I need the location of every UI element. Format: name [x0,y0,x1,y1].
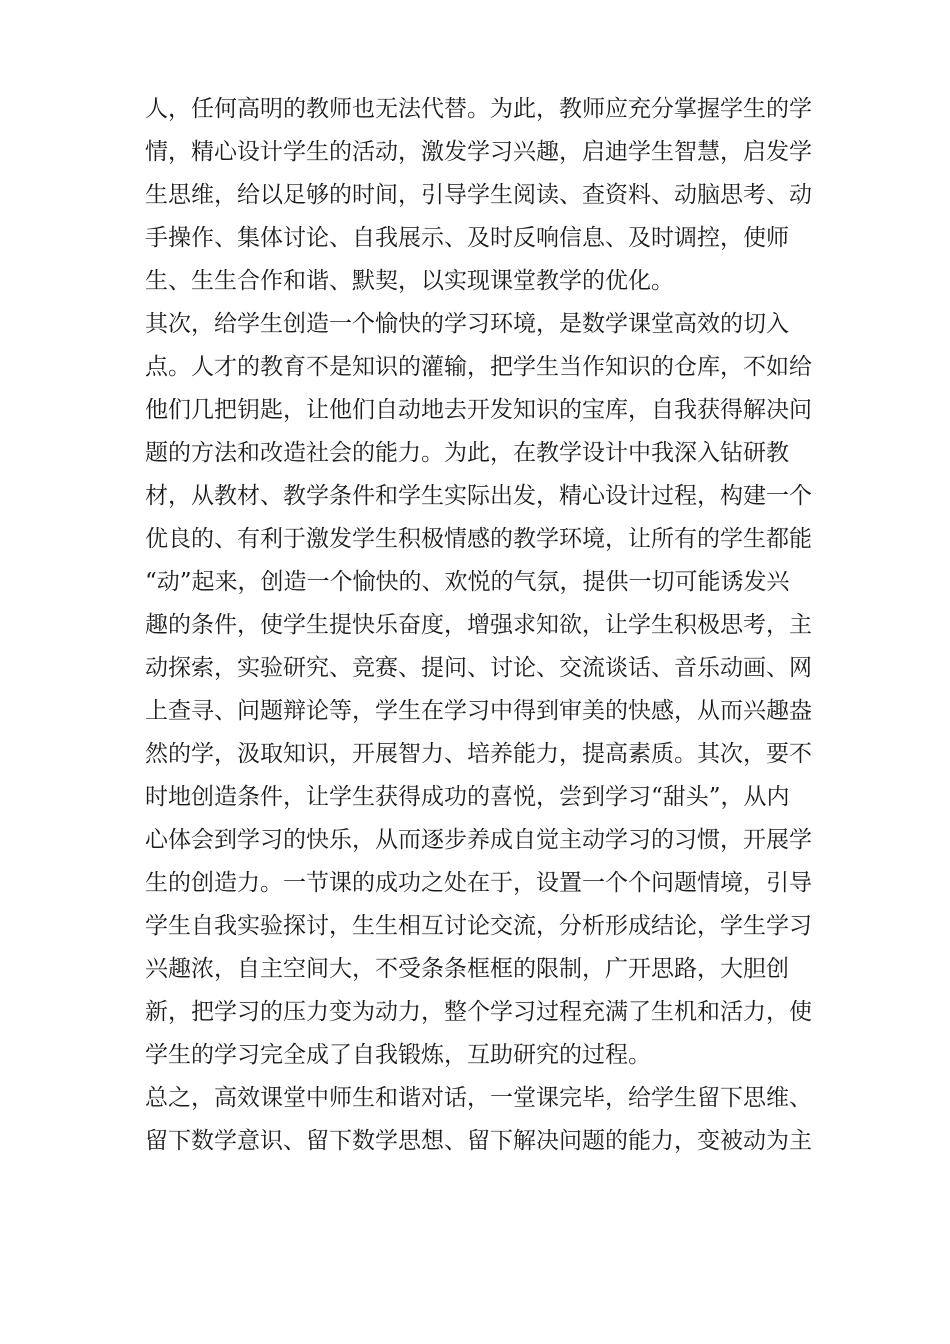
text-line: 留下数学意识、留下数学思想、留下解决问题的能力，变被动为主 [145,1128,812,1154]
text-line: 他们几把钥匙，让他们自动地去开发知识的宝库，自我获得解决问 [145,397,812,423]
text-line: 人，任何高明的教师也无法代替。为此，教师应充分掌握学生的学 [145,96,812,122]
text-line: 动探索，实验研究、竞赛、提问、讨论、交流谈话、音乐动画、网 [145,655,812,681]
text-line: 心体会到学习的快乐，从而逐步养成自觉主动学习的习惯，开展学 [145,827,812,853]
text-line: 学生自我实验探讨，生生相互讨论交流，分析形成结论，学生学习 [145,913,812,939]
text-line: 趣的条件，使学生提快乐奋度，增强求知欲，让学生积极思考，主 [145,612,812,638]
text-line: 学生的学习完全成了自我锻炼，互助研究的过程。 [145,1042,651,1068]
text-line: “动”起来，创造一个愉快的、欢悦的气氛，提供一切可能诱发兴 [145,569,790,595]
text-line: 生的创造力。一节课的成功之处在于，设置一个个问题情境，引导 [145,870,812,896]
text-line: 时地创造条件，让学生获得成功的喜悦，尝到学习“甜头”，从内 [145,784,790,810]
document-body [145,88,810,1163]
text-line: 优良的、有利于激发学生积极情感的教学环境，让所有的学生都能 [145,526,812,552]
text-line: 总之，高效课堂中师生和谐对话，一堂课完毕，给学生留下思维、 [145,1085,812,1111]
text-line: 生、生生合作和谐、默契，以实现课堂教学的优化。 [145,268,674,294]
text-line: 手操作、集体讨论、自我展示、及时反响信息、及时调控，使师 [145,225,789,251]
text-line: 材，从教材、教学条件和学生实际出发，精心设计过程，构建一个 [145,483,812,509]
text-line: 点。人才的教育不是知识的灌输，把学生当作知识的仓库，不如给 [145,354,812,380]
text-line: 生思维，给以足够的时间，引导学生阅读、查资料、动脑思考、动 [145,182,812,208]
text-line: 其次，给学生创造一个愉快的学习环境，是数学课堂高效的切入 [145,311,789,337]
text-line: 题的方法和改造社会的能力。为此，在教学设计中我深入钻研教 [145,440,789,466]
text-line: 兴趣浓，自主空间大，不受条条框框的限制，广开思路，大胆创 [145,956,789,982]
text-line: 情，精心设计学生的活动，激发学习兴趣，启迪学生智慧，启发学 [145,139,812,165]
text-line: 上查寻、问题辩论等，学生在学习中得到审美的快感，从而兴趣盎 [145,698,812,724]
text-line: 然的学，汲取知识，开展智力、培养能力，提高素质。其次，要不 [145,741,812,767]
text-line: 新，把学习的压力变为动力，整个学习过程充满了生机和活力，使 [145,999,812,1025]
